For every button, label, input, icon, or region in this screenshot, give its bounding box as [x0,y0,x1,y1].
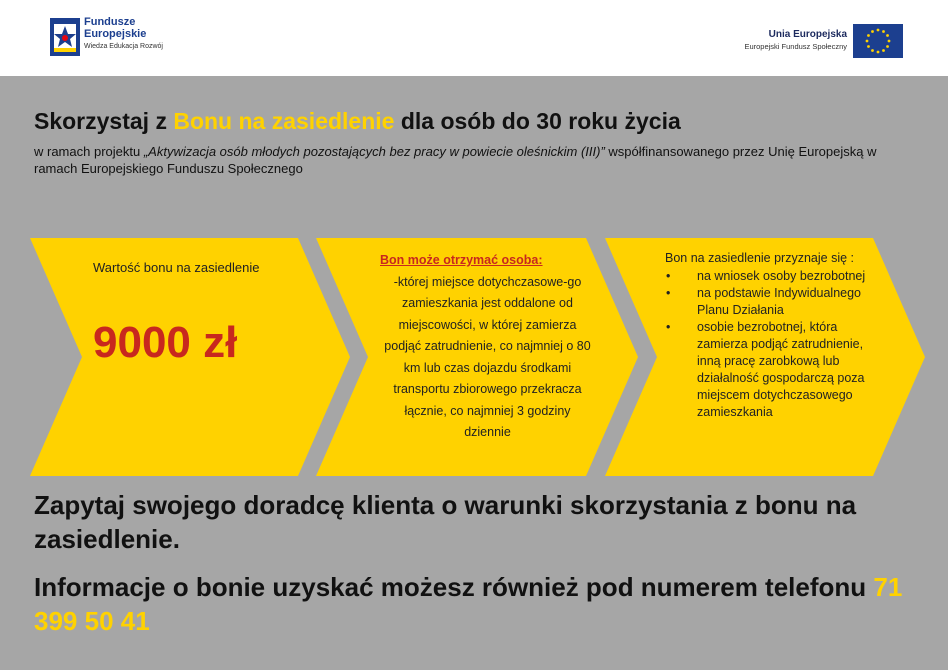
eu-star [871,30,874,33]
eu-star [882,30,885,33]
list-item [665,268,890,285]
page-title [34,108,681,135]
fe-logo-text [84,16,163,53]
eu-star [882,49,885,52]
fe-logo-line1: Fundusze [84,16,136,28]
eligibility-body: -której miejsce dotychczasowe-go zamieszkania jest oddalone od miejscowości, w której zamierza podjąć zatrudnienie, co najmniej o 80 km lub czas dojazdu środkami transportu zbiorowego przekracza łącznie, co najmniej 3 godziny dziennie [384,274,591,439]
eu-star [867,45,870,48]
eu-logo-line2: Europejski Fundusz Społeczny [744,42,847,51]
fe-star-icon [50,18,80,56]
fe-logo-line3: Wiedza Edukacja Rozwój [84,43,163,50]
title-part2: dla osób do 30 roku życia [394,108,681,134]
granting-list [665,268,890,421]
eu-star [888,40,891,43]
eu-star [877,51,880,54]
fe-logo-line2: Europejskie [84,28,147,40]
eu-logo-line1: Unia Europejska [768,29,847,40]
fundusze-europejskie-logo [50,16,180,60]
granting-item-text: na podstawie Indywidualnego Planu Działania [697,286,862,317]
eu-star [867,34,870,37]
page-subtitle [34,143,904,177]
advisor-call-to-action: Zapytaj swojego doradcę klienta o warunki skorzystania z bonu na zasiedlenie. [34,490,857,554]
granting-item-text: na wniosek osoby bezrobotnej [697,269,866,283]
phone-info [34,570,914,638]
list-item [665,319,890,421]
eu-star [886,34,889,37]
eu-star [866,40,869,43]
title-part1: Skorzystaj z [34,108,174,134]
bonus-value-label: Wartość bonu na zasiedlenie [93,260,260,275]
eu-star [871,49,874,52]
list-item [665,285,890,319]
phone-info-text: Informacje o bonie uzyskać możesz również pod numerem telefonu [34,572,874,602]
eligibility-title: Bon może otrzymać osoba: [380,253,543,267]
title-highlight: Bonu na zasiedlenie [173,108,395,134]
subtitle-prefix: w ramach projektu [34,144,144,159]
eligibility-box [380,250,595,444]
granting-box [665,250,890,421]
bullet-icon: • [666,286,671,300]
granting-title: Bon na zasiedlenie przyznaje się : [665,251,855,265]
subtitle-suffix: współfinansowanego przez Unię Europejską w ramach Europejskiego Funduszu Społecznego [34,144,877,176]
eu-logo-text [744,29,847,52]
bonus-value-amount: 9000 zł [93,318,238,367]
eu-star [877,29,880,32]
granting-item-text: osobie bezrobotnej, która zamierza podjąć zatrudnienie, inną pracę zarobkową lub działalność gospodarczą poza miejscem dotychczasowego zamieszkania [697,320,865,419]
header-bar [0,0,948,76]
bullet-icon: • [666,320,671,334]
bullet-icon: • [666,269,671,283]
phone-number: 71 399 50 41 [34,572,903,636]
eu-flag-icon [853,24,903,58]
subtitle-project: „Aktywizacja osób młodych pozostających bez pracy w powiecie oleśnickim (III)” [143,144,605,159]
eu-star [886,45,889,48]
